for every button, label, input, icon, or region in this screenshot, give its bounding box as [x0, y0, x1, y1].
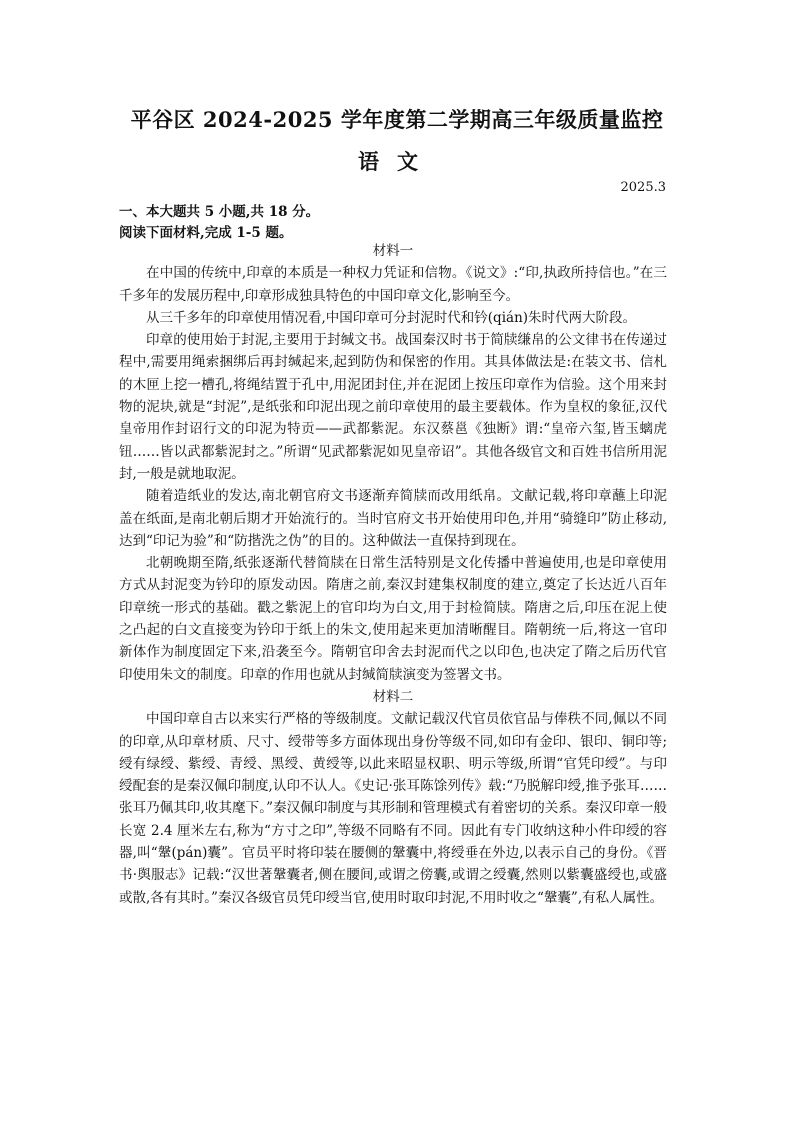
material-1-paragraph: 从三千多年的印章使用情况看,中国印章可分封泥时代和钤(qián)朱时代两大阶段。 — [146, 309, 637, 326]
material-1-title: 材料一 — [372, 243, 414, 259]
material-2-title: 材料二 — [372, 688, 414, 705]
material-1-paragraph: 印章的使用始于封泥,主要用于封缄文书。战国秦汉时书于简牍缣帛的公文律书在传递过程中,需要用绳索捆绑后再封缄起来,起到防伪和保密的作用。其具体做法是:在装文书、信札的木匣上挖一槽孔,将绳结置于孔中,用泥团封住,并在泥团上按压印章作为信验。这个用来封物的泥块,就是“封泥”,是纸张和印泥出现之前印章使用的最主要载体。作为皇权的象征,汉代皇帝用作封诏行文的印泥为特贡——武都紫泥。东汉蔡邕《独断》谓:“皇帝六玺,皆玉螭虎钮……皆以武都紫泥封之。”所谓“见武都紫泥如见皇帝诏”。其他各级官文和百姓书信所用泥封,一般是就地取泥。 — [119, 332, 667, 482]
material-1-paragraph: 在中国的传统中,印章的本质是一种权力凭证和信物。《说文》:“印,执政所持信也。”在三千多年的发展历程中,印章形成独具特色的中国印章文化,影响至今。 — [119, 265, 667, 304]
exam-title: 平谷区 2024-2025 学年度第二学期高三年级质量监控 — [130, 107, 664, 132]
section-instruction: 阅读下面材料,完成 1-5 题。 — [119, 225, 293, 241]
material-2-paragraph: 中国印章自古以来实行严格的等级制度。文献记载汉代官员依官品与俸秩不同,佩以不同的印章,从印章材质、尺寸、绶带等多方面体现出身份等级不同,如印有金印、银印、铜印等;绶有绿绶、紫绶、青绶、黑绶、黄绶等,以此来昭显权职、明示等级,所谓“官凭印绶”。与印绶配套的是秦汉佩印制度,认印不认人。《史记·张耳陈馀列传》载:“乃脱解印绶,推予张耳……张耳乃佩其印,收其麾下。”秦汉佩印制度与其形制和管理模式有着密切的关系。秦汉印章一般长宽 2.4 厘米左右,称为“方寸之印”,等级不同略有不同。因此有专门收纳这种小件印绶的容器,叫“鞶(pán)囊”。官员平时将印装在腰侧的鞶囊中,将绶垂在外边,以表示自己的身份。《晋书·舆服志》记载:“汉世著鞶囊者,侧在腰间,或谓之傍囊,或谓之绶囊,然则以紫囊盛绶也,或盛或散,各有其时。”秦汉各级官员凭印绶当官,使用时取印封泥,不用时收之“鞶囊”,有私人属性。 — [119, 711, 667, 906]
exam-date: 2025.3 — [620, 180, 666, 195]
material-1-paragraph: 随着造纸业的发达,南北朝官府文书逐渐弃简牍而改用纸帛。文献记载,将印章蘸上印泥盖在纸面,是南北朝后期才开始流行的。当时官府文书开始使用印色,并用“骑缝印”防止移动,达到“印记为验”和“防揩洗之伪”的目的。这种做法一直保持到现在。 — [119, 488, 667, 549]
material-1-paragraph: 北朝晚期至隋,纸张逐渐代替简牍在日常生活特别是文化传播中普遍使用,也是印章使用方式从封泥变为钤印的原发动因。隋唐之前,秦汉封建集权制度的建立,奠定了长达近八百年印章统一形式的基础。戳之紫泥上的官印均为白文,用于封检简牍。隋唐之后,印压在泥上使之凸起的白文直接变为钤印于纸上的朱文,使用起来更加清晰醒目。隋朝统一后,将这一官印新体作为制度固定下来,沿袭至今。隋朝官印舍去封泥而代之以印色,也决定了隋之后历代官印使用朱文的制度。印章的作用也就从封缄简牍演变为签署文书。 — [119, 555, 667, 683]
subject-title: 语文 — [358, 149, 436, 174]
reading-body — [119, 240, 667, 909]
section-heading: 一、本大题共 5 小题,共 18 分。 — [119, 204, 320, 220]
